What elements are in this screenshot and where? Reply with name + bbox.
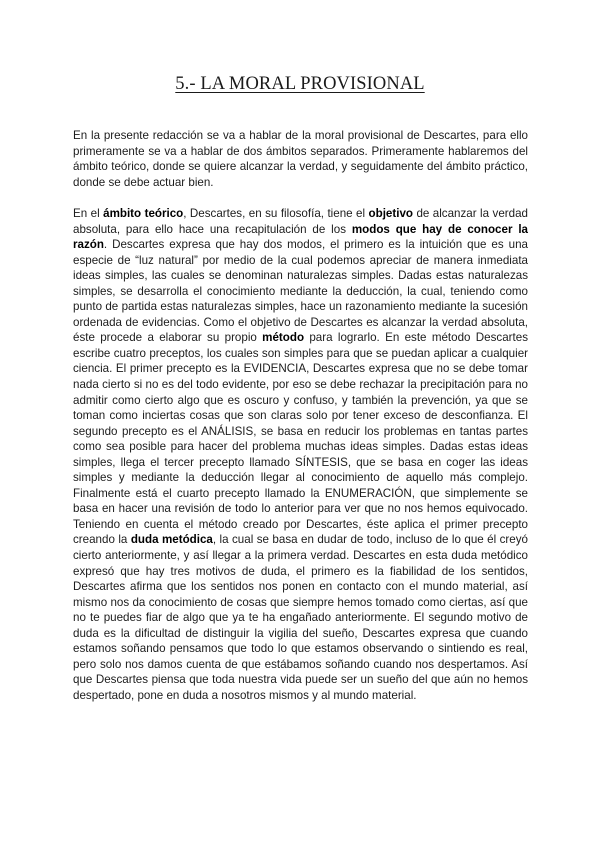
body-text: En el: [73, 207, 104, 220]
bold-term: objetivo: [368, 207, 413, 220]
body-text: para lograrlo. En este método Descartes escribe cuatro preceptos, los cuales son simples para que se puedan aplicar a cualquier ciencia. El primer precepto es la EVIDENCIA, Descartes expresa que no se debe tomar nada cierto si no es del todo evidente, por eso se debe rechazar la precipitación para no admitir como cierto algo que es oscuro y confuso, y también la prevención, ya que se toman como inciertas cosas que son claras solo por tener exceso de desconfianza. El segundo precepto es el ANÁLISIS, se basa en reducir los problemas en tantas partes como sea posible para hacer del problema muchas ideas simples. Dadas estas ideas simples, llega el tercer precepto llamado SÍNTESIS, que se basa en coger las ideas simples y mediante la deducción llegar al conocimiento de aquello más complejo. Finalmente está el cuarto precepto llamado la ENUMERACIÓN, que simplemente se basa en hacer una revisión de todo lo anterior para ver que no nos hemos equivocado. Teniendo en cuenta el método creado por Descartes, éste aplica el primer precepto creando la: [73, 331, 528, 547]
bold-term: duda metódica: [130, 533, 213, 547]
body-text: de alcanzar la verdad absoluta, para ello hace una recapitulación de los: [73, 207, 528, 236]
body-text: , Descartes, en su filosofía, tiene el: [183, 207, 369, 220]
body-text: , la cual se basa en dudar de todo, incluso de lo que él creyó cierto anteriormente, y así llegar a la primera verdad. Descartes en esta duda metódico expresó que hay tres motivos de duda, el primero es la fiabilidad de los sentidos, Descartes afirma que los sentidos nos ponen en contacto con el mundo material, así mismo nos da conocimiento de cosas que siempre hemos tomado como ciertas, así que no te puedes fiar de algo que ya te ha engañado anteriormente. El segundo motivo de duda es la dificultad de distinguir la vigilia del sueño, Descartes expresa que cuando estamos soñando pensamos que todo lo que estamos observando o sintiendo es real, pero solo nos damos cuenta de que estábamos soñando cuando nos despertamos. Así que Descartes piensa que toda nuestra vida puede ser un sueño del que aún no hemos despertado, pone en duda a nosotros mismos y al mundo material.: [73, 533, 528, 702]
document-title: [0, 74, 600, 95]
title-text: 5.- LA MORAL PROVISIONAL: [175, 74, 425, 94]
intro-paragraph: En la presente redacción se va a hablar de la moral provisional de Descartes, para ello primeramente se va a hablar de dos ámbitos separados. Primeramente hablaremos del ámbito teórico, donde se quiere alcanzar la verdad, y seguidamente del ámbito práctico, donde se debe actuar bien.: [73, 129, 528, 189]
bold-term: método: [262, 331, 305, 345]
bold-term: modos que hay de conocer la razón: [73, 222, 528, 252]
body-text: . Descartes expresa que hay dos modos, el primero es la intuición que es una especie de “luz natural” por medio de la cual podemos apreciar de manera inmediata ideas simples, las cuales se denominan naturalezas simples. Dadas estas naturalezas simples, se desarrolla el conocimiento mediante la deducción, la cual, teniendo como punto de partida estas naturalezas simples, hace un razonamiento mediante la sucesión ordenada de evidencias. Como el objetivo de Descartes es alcanzar la verdad absoluta, éste procede a elaborar su propio: [73, 238, 528, 345]
bold-term: ámbito teórico: [103, 207, 184, 220]
body-paragraph: [73, 206, 528, 704]
